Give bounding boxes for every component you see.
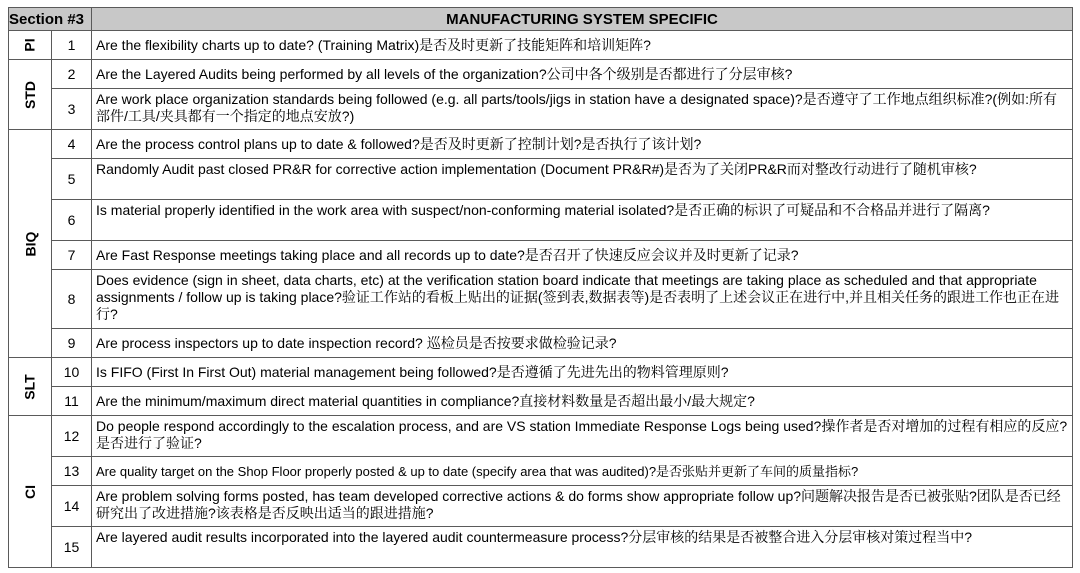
item-question: Are work place organization standards being followed (e.g. all parts/tools/jigs in station have a designated space)?是否遵守了工作地点组织标准?(例如:所有部件/工具/夹具都有一个指定的地点安放?) xyxy=(92,89,1073,130)
item-number: 6 xyxy=(52,200,92,241)
table-row xyxy=(9,200,1073,241)
item-number: 15 xyxy=(52,527,92,568)
table-row xyxy=(9,457,1073,486)
table-row xyxy=(9,358,1073,387)
table-row xyxy=(9,270,1073,329)
category-biq xyxy=(9,130,52,358)
section-title: MANUFACTURING SYSTEM SPECIFIC xyxy=(92,8,1073,31)
table-row xyxy=(9,527,1073,568)
table-row xyxy=(9,486,1073,527)
category-slt xyxy=(9,358,52,416)
item-number: 8 xyxy=(52,270,92,329)
category-label: STD xyxy=(22,80,38,109)
category-std xyxy=(9,60,52,130)
category-label: PI xyxy=(21,38,38,52)
table-row xyxy=(9,387,1073,416)
item-number: 3 xyxy=(52,89,92,130)
item-number: 13 xyxy=(52,457,92,486)
item-number: 2 xyxy=(52,60,92,89)
item-question: Are Fast Response meetings taking place and all records up to date?是否召开了快速反应会议并及时更新了记录? xyxy=(92,241,1073,270)
item-question: Does evidence (sign in sheet, data charts, etc) at the verification station board indicate that meetings are taking place as scheduled and that appropriate assignments / follow up is taking place?验证工作站的看板上贴出的证据(签到表,数据表等)是否表明了上述会议正在进行中,并且相关任务的跟进工作也正在进行? xyxy=(92,270,1073,329)
table-row xyxy=(9,416,1073,457)
item-question: Randomly Audit past closed PR&R for corrective action implementation (Document PR&R#)是否为了关闭PR&R而对整改行动进行了随机审核? xyxy=(92,159,1073,200)
item-number: 12 xyxy=(52,416,92,457)
category-label: SLT xyxy=(22,373,38,400)
table-row xyxy=(9,159,1073,200)
table-row xyxy=(9,130,1073,159)
section-header-row xyxy=(9,8,1073,31)
item-number: 7 xyxy=(52,241,92,270)
category-pi xyxy=(9,31,52,60)
item-question: Are the process control plans up to date & followed?是否及时更新了控制计划?是否执行了该计划? xyxy=(92,130,1073,159)
item-question: Are the minimum/maximum direct material quantities in compliance?直接材料数量是否超出最小/最大规定? xyxy=(92,387,1073,416)
item-number: 14 xyxy=(52,486,92,527)
category-ci xyxy=(9,416,52,568)
item-question: Do people respond accordingly to the escalation process, and are VS station Immediate Response Logs being used?操作者是否对增加的过程有相应的反应?是否进行了验证? xyxy=(92,416,1073,457)
item-question: Are layered audit results incorporated into the layered audit countermeasure process?分层审核的结果是否被整合进入分层审核对策过程当中? xyxy=(92,527,1073,568)
item-question: Are the Layered Audits being performed by all levels of the organization?公司中各个级别是否都进行了分层审核? xyxy=(92,60,1073,89)
item-question: Are quality target on the Shop Floor properly posted & up to date (specify area that was audited)?是否张贴并更新了车间的质量指标? xyxy=(92,457,1073,486)
category-label: BIQ xyxy=(21,231,38,256)
table-row xyxy=(9,241,1073,270)
item-number: 9 xyxy=(52,329,92,358)
item-number: 4 xyxy=(52,130,92,159)
item-number: 10 xyxy=(52,358,92,387)
item-number: 1 xyxy=(52,31,92,60)
table-row xyxy=(9,89,1073,130)
section-label: Section #3 xyxy=(9,8,92,31)
checklist-table xyxy=(8,7,1073,568)
item-number: 5 xyxy=(52,159,92,200)
item-question: Is FIFO (First In First Out) material management being followed?是否遵循了先进先出的物料管理原则? xyxy=(92,358,1073,387)
item-number: 11 xyxy=(52,387,92,416)
item-question: Is material properly identified in the work area with suspect/non-conforming material isolated?是否正确的标识了可疑品和不合格品并进行了隔离? xyxy=(92,200,1073,241)
item-question: Are the flexibility charts up to date? (Training Matrix)是否及时更新了技能矩阵和培训矩阵? xyxy=(92,31,1073,60)
category-label: CI xyxy=(22,484,38,499)
item-question: Are process inspectors up to date inspection record? 巡检员是否按要求做检验记录? xyxy=(92,329,1073,358)
table-row xyxy=(9,31,1073,60)
item-question: Are problem solving forms posted, has team developed corrective actions & do forms show appropriate follow up?问题解决报告是否已被张贴?团队是否已经研究出了改进措施?该表格是否反映出适当的跟进措施? xyxy=(92,486,1073,527)
table-row xyxy=(9,329,1073,358)
table-row xyxy=(9,60,1073,89)
